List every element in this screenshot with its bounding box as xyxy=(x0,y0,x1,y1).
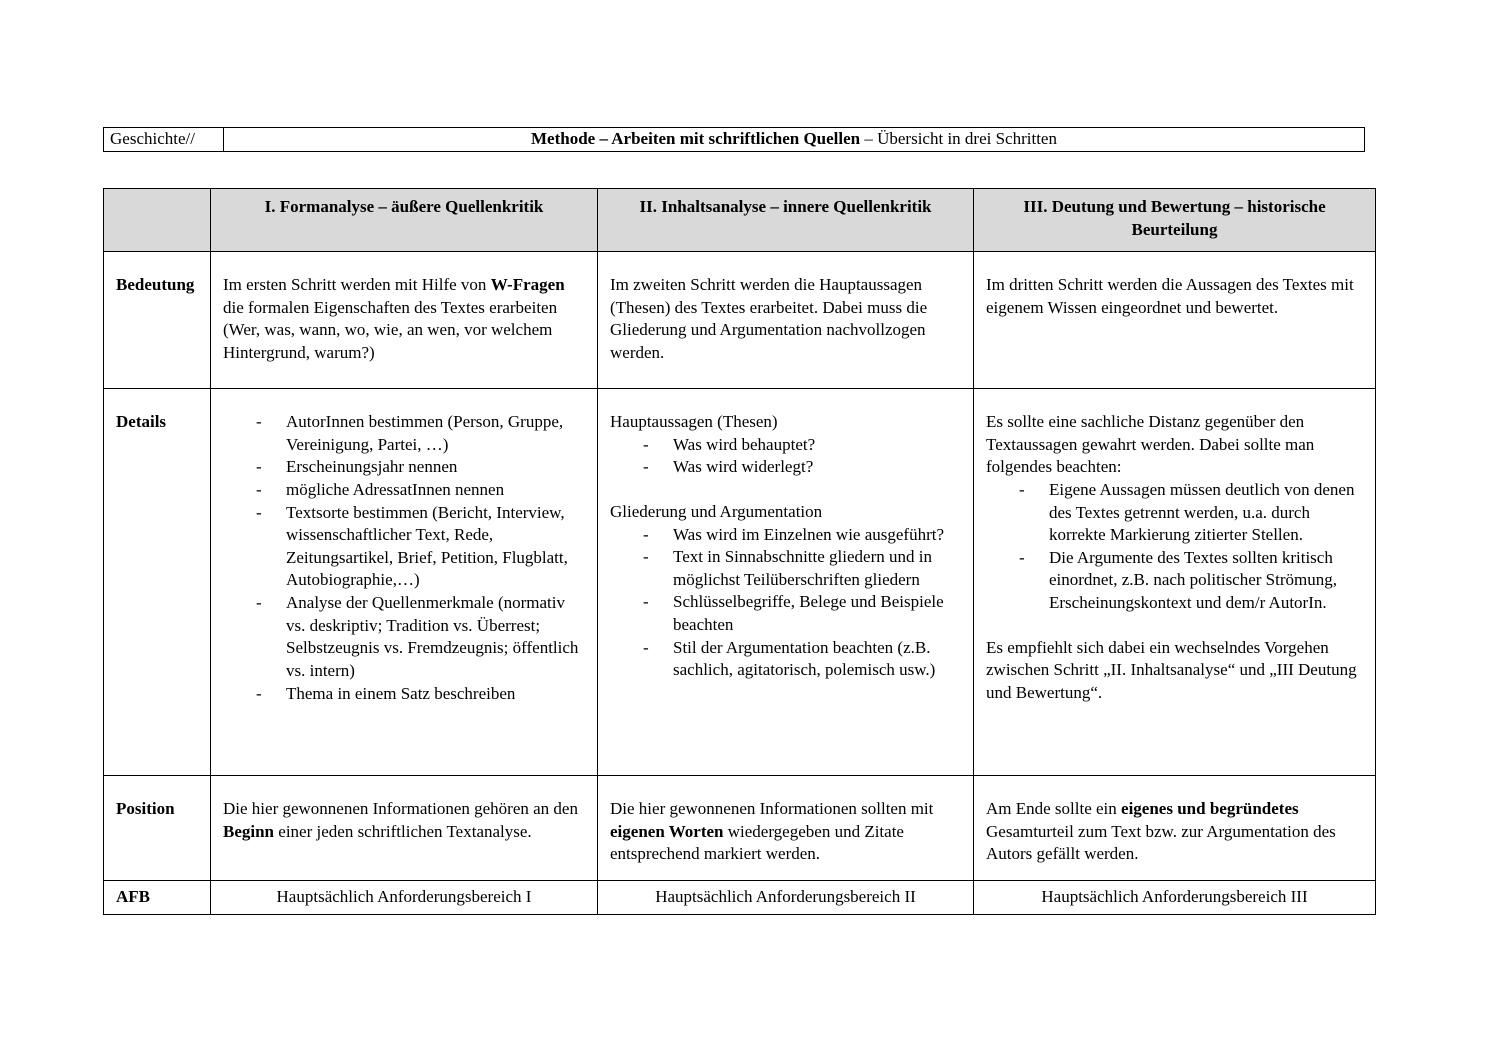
list-item xyxy=(1019,479,1363,547)
list-item xyxy=(256,456,585,479)
cell-details-inhaltsanalyse xyxy=(598,389,974,776)
hauptaussagen-list xyxy=(610,434,961,479)
subject-label: Geschichte// xyxy=(104,128,224,151)
section-heading: Gliederung und Argumentation xyxy=(610,502,823,522)
list-item xyxy=(256,592,585,682)
cell-bedeutung-formanalyse xyxy=(211,252,598,389)
text-segment-bold: W-Fragen xyxy=(490,275,565,295)
list-item-text: Textsorte bestimmen (Bericht, Interview, wissenschaftlicher Text, Rede, Zeitungsartikel, Brief, Petition, Flugblatt, Autobiographie,…) xyxy=(286,502,568,590)
dash-bullet: - xyxy=(256,412,262,432)
cell-afb-deutung: Hauptsächlich Anforderungsbereich III xyxy=(974,881,1376,915)
cell-position-formanalyse xyxy=(211,776,598,881)
dash-bullet: - xyxy=(256,683,262,703)
dash-bullet: - xyxy=(256,480,262,500)
column-header-formanalyse: I. Formanalyse – äußere Quellenkritik xyxy=(211,189,598,252)
row-label-afb: AFB xyxy=(104,881,211,915)
text-segment: Die hier gewonnenen Informationen sollten mit xyxy=(610,799,934,819)
document-title xyxy=(224,128,1364,151)
paragraph: Im zweiten Schritt werden die Hauptaussagen (Thesen) des Textes erarbeitet. Dabei muss die Gliederung und Argumentation nachvollzogen werden. xyxy=(610,275,928,363)
list-item-text: Text in Sinnabschnitte gliedern und in möglichst Teilüberschriften gliedern xyxy=(673,547,932,589)
text-segment-bold: eigenen Worten xyxy=(610,821,724,841)
dash-bullet: - xyxy=(643,637,649,657)
paragraph: Es sollte eine sachliche Distanz gegenüber den Textaussagen gewahrt werden. Dabei sollte man folgendes beachten: xyxy=(986,412,1315,477)
corner-header-cell xyxy=(104,189,211,252)
paragraph xyxy=(223,274,585,364)
dash-bullet: - xyxy=(643,457,649,477)
document-title-rest: – Übersicht in drei Schritten xyxy=(860,129,1057,148)
paragraph xyxy=(986,798,1363,866)
list-item xyxy=(643,434,961,457)
paragraph xyxy=(610,798,961,866)
method-table xyxy=(103,188,1376,915)
list-item-text: Eigene Aussagen müssen deutlich von denen des Textes getrennt werden, u.a. durch korrekte Markierung zitierter Stellen. xyxy=(1049,480,1355,545)
text-segment: Am Ende sollte ein xyxy=(986,799,1122,819)
list-item-text: Erscheinungsjahr nennen xyxy=(286,457,458,477)
row-label-position: Position xyxy=(104,776,211,881)
list-item-text: Schlüsselbegriffe, Belege und Beispiele beachten xyxy=(673,592,944,635)
dash-bullet: - xyxy=(256,502,262,522)
column-header-inhaltsanalyse: II. Inhaltsanalyse – innere Quellenkritik xyxy=(598,189,974,252)
cell-bedeutung-deutung xyxy=(974,252,1376,389)
list-item-text: Was wird widerlegt? xyxy=(673,457,814,477)
text-segment-bold: eigenes und begründetes xyxy=(1121,799,1299,819)
dash-bullet: - xyxy=(643,524,649,544)
cell-details-formanalyse xyxy=(211,389,598,776)
document-title-bold: Methode – Arbeiten mit schriftlichen Quellen xyxy=(531,129,861,148)
dash-bullet: - xyxy=(1019,547,1025,567)
list-item-text: Thema in einem Satz beschreiben xyxy=(286,683,516,703)
cell-bedeutung-inhaltsanalyse xyxy=(598,252,974,389)
paragraph: Im dritten Schritt werden die Aussagen des Textes mit eigenem Wissen eingeordnet und bewertet. xyxy=(986,275,1354,317)
list-item xyxy=(643,591,961,636)
cell-position-deutung xyxy=(974,776,1376,881)
list-item-text: Die Argumente des Textes sollten kritisch einordnet, z.B. nach politischer Strömung, Erscheinungskontext und dem/r AutorIn. xyxy=(1049,547,1337,613)
gliederung-list xyxy=(610,524,961,682)
dash-bullet: - xyxy=(1019,480,1025,500)
list-item xyxy=(643,524,961,547)
list-item xyxy=(1019,547,1363,615)
list-item xyxy=(643,637,961,682)
row-details xyxy=(104,389,1376,776)
dash-bullet: - xyxy=(643,592,649,612)
paragraph xyxy=(223,798,585,843)
cell-afb-inhaltsanalyse: Hauptsächlich Anforderungsbereich II xyxy=(598,881,974,915)
dash-bullet: - xyxy=(256,457,262,477)
list-item-text: mögliche AdressatInnen nennen xyxy=(286,480,505,500)
list-item xyxy=(256,683,585,706)
list-item-text: Analyse der Quellenmerkmale (normativ vs. deskriptiv; Tradition vs. Überrest; Selbstzeugnis vs. Fremdzeugnis; öffentlich vs. intern) xyxy=(286,593,579,680)
row-label-details: Details xyxy=(104,389,211,776)
text-segment: wiedergegeben und Zitate entsprechend markiert werden. xyxy=(610,821,904,864)
list-item-text: Was wird behauptet? xyxy=(673,434,816,454)
list-item xyxy=(643,546,961,591)
list-item xyxy=(256,411,585,456)
header-bar xyxy=(103,127,1365,152)
text-segment: Im ersten Schritt werden mit Hilfe von xyxy=(223,275,491,295)
list-item xyxy=(256,502,585,592)
row-afb xyxy=(104,881,1376,915)
cell-afb-formanalyse: Hauptsächlich Anforderungsbereich I xyxy=(211,881,598,915)
dash-bullet: - xyxy=(256,593,262,613)
deutung-list xyxy=(986,479,1363,615)
list-item-text: Was wird im Einzelnen wie ausgeführt? xyxy=(673,524,945,544)
section-heading: Hauptaussagen (Thesen) xyxy=(610,412,778,432)
cell-position-inhaltsanalyse xyxy=(598,776,974,881)
list-item xyxy=(643,456,961,479)
list-item xyxy=(256,479,585,502)
text-segment: Gesamturteil zum Text bzw. zur Argumentation des Autors gefällt werden. xyxy=(986,821,1336,864)
dash-bullet: - xyxy=(643,547,649,567)
text-segment: die formalen Eigenschaften des Textes erarbeiten (Wer, was, wann, wo, wie, an wen, vor welchem Hintergrund, warum?) xyxy=(223,297,558,363)
text-segment: Die hier gewonnenen Informationen gehören an den xyxy=(223,799,578,819)
text-segment: einer jeden schriftlichen Textanalyse. xyxy=(274,821,532,841)
row-bedeutung xyxy=(104,252,1376,389)
dash-bullet: - xyxy=(643,434,649,454)
list-item-text: Stil der Argumentation beachten (z.B. sachlich, agitatorisch, polemisch usw.) xyxy=(673,637,936,680)
header-row xyxy=(104,189,1376,252)
row-label-bedeutung: Bedeutung xyxy=(104,252,211,389)
paragraph: Es empfiehlt sich dabei ein wechselndes Vorgehen zwischen Schritt „II. Inhaltsanalyse“ und „III Deutung und Bewertung“. xyxy=(986,637,1357,702)
column-header-deutung: III. Deutung und Bewertung – historische Beurteilung xyxy=(974,189,1376,252)
formanalyse-list xyxy=(223,411,585,705)
text-segment-bold: Beginn xyxy=(223,821,275,841)
row-position xyxy=(104,776,1376,881)
cell-details-deutung xyxy=(974,389,1376,776)
list-item-text: AutorInnen bestimmen (Person, Gruppe, Vereinigung, Partei, …) xyxy=(286,412,564,454)
